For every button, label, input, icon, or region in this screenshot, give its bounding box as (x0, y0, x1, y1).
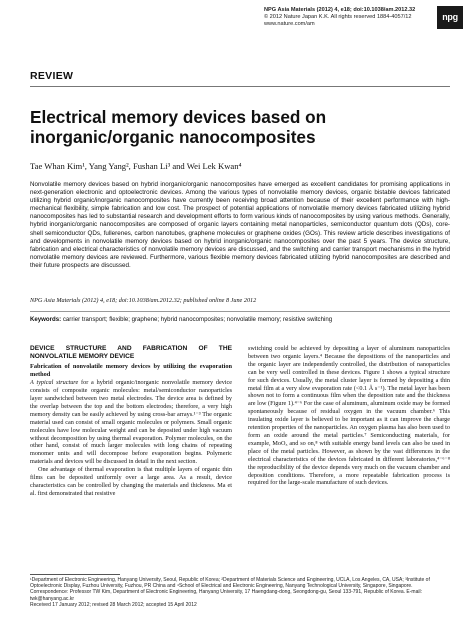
keywords-divider (30, 311, 450, 312)
header-divider (30, 86, 450, 87)
body-paragraph (30, 379, 232, 466)
affiliations: ¹Department of Electronic Engineering, Hanyang University, Seoul, Republic of Korea; ²Department of Materials Science and Engineering, UCLA, Los Angeles, CA, USA; ³Institute of Optoelectronic Display, Fuzhou University, Fuzhou, PR China and ⁴School of Electrical and Electronic Engineering, Nanyang Technological University, Singapore, Singapore. Correspondence: Professor TW Kim, Department of Electronic Engineering, Hanyang University, 17 Haengdang-dong, Seongdong-gu, Seoul 133-791, Republic of Korea. E-mail: twk@hanyang.ac.kr (30, 577, 430, 602)
received-dates: Received 17 January 2012; revised 28 March 2012; accepted 15 April 2012 (30, 601, 197, 608)
body-paragraph: One advantage of thermal evaporation is that multiple layers of organic thin films can be deposited uniformly over a large area. As a result, device characteristics can be controlled by changing the materials and thickness. Ma et al. first demonstrated that resistive (30, 466, 232, 497)
paragraph-lead: A typical structure (30, 379, 79, 387)
keywords-list: carrier transport; flexible; graphene; hybrid nanocomposites; nonvolatile memory; resistive switching (62, 316, 333, 323)
section-heading: DEVICE STRUCTURE AND FABRICATION OF THE NONVOLATILE MEMORY DEVICE (30, 345, 232, 360)
keywords-line (30, 316, 450, 323)
journal-copyright: © 2012 Nature Japan K.K. All rights reserved 1884-4057/12 (264, 14, 412, 21)
body-column-left (30, 345, 232, 498)
paragraph-text: for a hybrid organic/inorganic nonvolatile memory device consists of composite organic molecules: metal/semiconductor nanoparticles layer sandwiched between two metal electrodes. The device area is defined by the overlap between the top and the bottom electrodes; therefore, a very high memory density can be easily achieved by using cross-bar arrays.¹⁻³ The organic material used can consist of small organic molecules or polymers. Small organic molecules have low molecular weight and can be deposited under high vacuum without decomposition by using thermal evaporation. Polymer molecules, on the other hand, consist of much larger molecules with long chains of repeating monomer units and will decompose before evaporation begins. Polymeric materials and devices will be discussed in detail in the next section. (30, 379, 232, 466)
section-label: REVIEW (30, 70, 74, 82)
journal-name-line: NPG Asia Materials (2012) 4, e18; doi:10.1038/am.2012.32 (264, 7, 416, 13)
keywords-label: Keywords: (30, 316, 62, 323)
subsection-heading: Fabrication of nonvolatile memory devices by utilizing the evaporation method (30, 363, 232, 378)
article-title: Electrical memory devices based on inorganic/organic nanocomposites (30, 107, 327, 147)
citation-line: NPG Asia Materials (2012) 4, e18; doi:10.1038/am.2012.32; published online 8 June 2012 (30, 297, 257, 304)
journal-info (264, 7, 434, 29)
footnote-divider (30, 574, 120, 575)
body-paragraph: switching could be achieved by depositing a layer of aluminum nanoparticles between two organic layers.⁴ Because the depositions of the nanoparticles and the organic layer are independently controlled, the distribution of nanoparticles can be very well controlled in these devices. Figure 1 shows a typical structure for such devices. Usually, the metal cluster layer is formed by depositing a thin metal film at a very slow evaporation rate (<0.1 Å s⁻¹). The metal layer has been shown not to form a continuous film when the deposition rate and the thickness are low (Figure 1).⁴⁻⁶ For the case of aluminum, aluminum oxide may be formed spontaneously because of residual oxygen in the vacuum chamber.⁶ This insulating oxide layer is believed to be important as it can improve the charge retention properties of the nanoparticles. An oxygen plasma has also been used to form an oxide around the metal particles.⁷ Semiconducting materials, for example, MoO₃ and so on,⁸ with suitable energy band levels can also be used in place of the metal particles. However, as shown by the vast differences in the electrical characteristics of the devices fabricated in different laboratories,⁴⁻⁶⁻⁸ the reproducibility of the device depends very much on the vacuum chamber and deposition conditions. Therefore, a more repeatable fabrication process is required for the large-scale manufacture of such devices. (248, 345, 450, 487)
body-column-right (248, 345, 450, 487)
npg-logo: npg (437, 6, 463, 29)
journal-url[interactable]: www.nature.com/am (264, 21, 315, 28)
author-list: Tae Whan Kim¹, Yang Yang², Fushan Li³ and Wei Lek Kwan⁴ (30, 161, 242, 171)
footnotes (30, 577, 450, 608)
abstract: Nonvolatile memory devices based on hybrid inorganic/organic nanocomposites have emerged as excellent candidates for promising applications in next-generation electronic and optoelectronic devices. Among the various types of nonvolatile memory devices, organic bistable devices fabricated utilizing hybrid organic/inorganic nanocomposites have currently been receiving broad attention because of their excellent performance with high-mechanical flexibility, simple fabrication and low cost. The prospect of potential applications of nonvolatile memory devices fabricated utilizing hybrid nanocomposites has led to substantial research and development efforts to form various kinds of nanocomposites by using various methods. Generally, hybrid inorganic/organic nanocomposites are composed of organic layers containing metal nanoparticles, semiconductor quantum dots (QDs), core-shell semiconductor QDs, fullerenes, carbon nanotubes, graphene molecules or graphene oxides (GOs). This review article describes investigations of and developments in nonvolatile memory devices based on hybrid inorganic/organic nanocomposites over the past 5 years. The device structure, fabrication and electrical characteristics of nonvolatile memory devices are discussed, and the switching and carrier transport mechanisms in the hybrid nonvolatile memory devices are reviewed. Furthermore, various flexible memory devices fabricated utilizing hybrid nanocomposites are described and their future prospects are discussed. (30, 181, 450, 269)
